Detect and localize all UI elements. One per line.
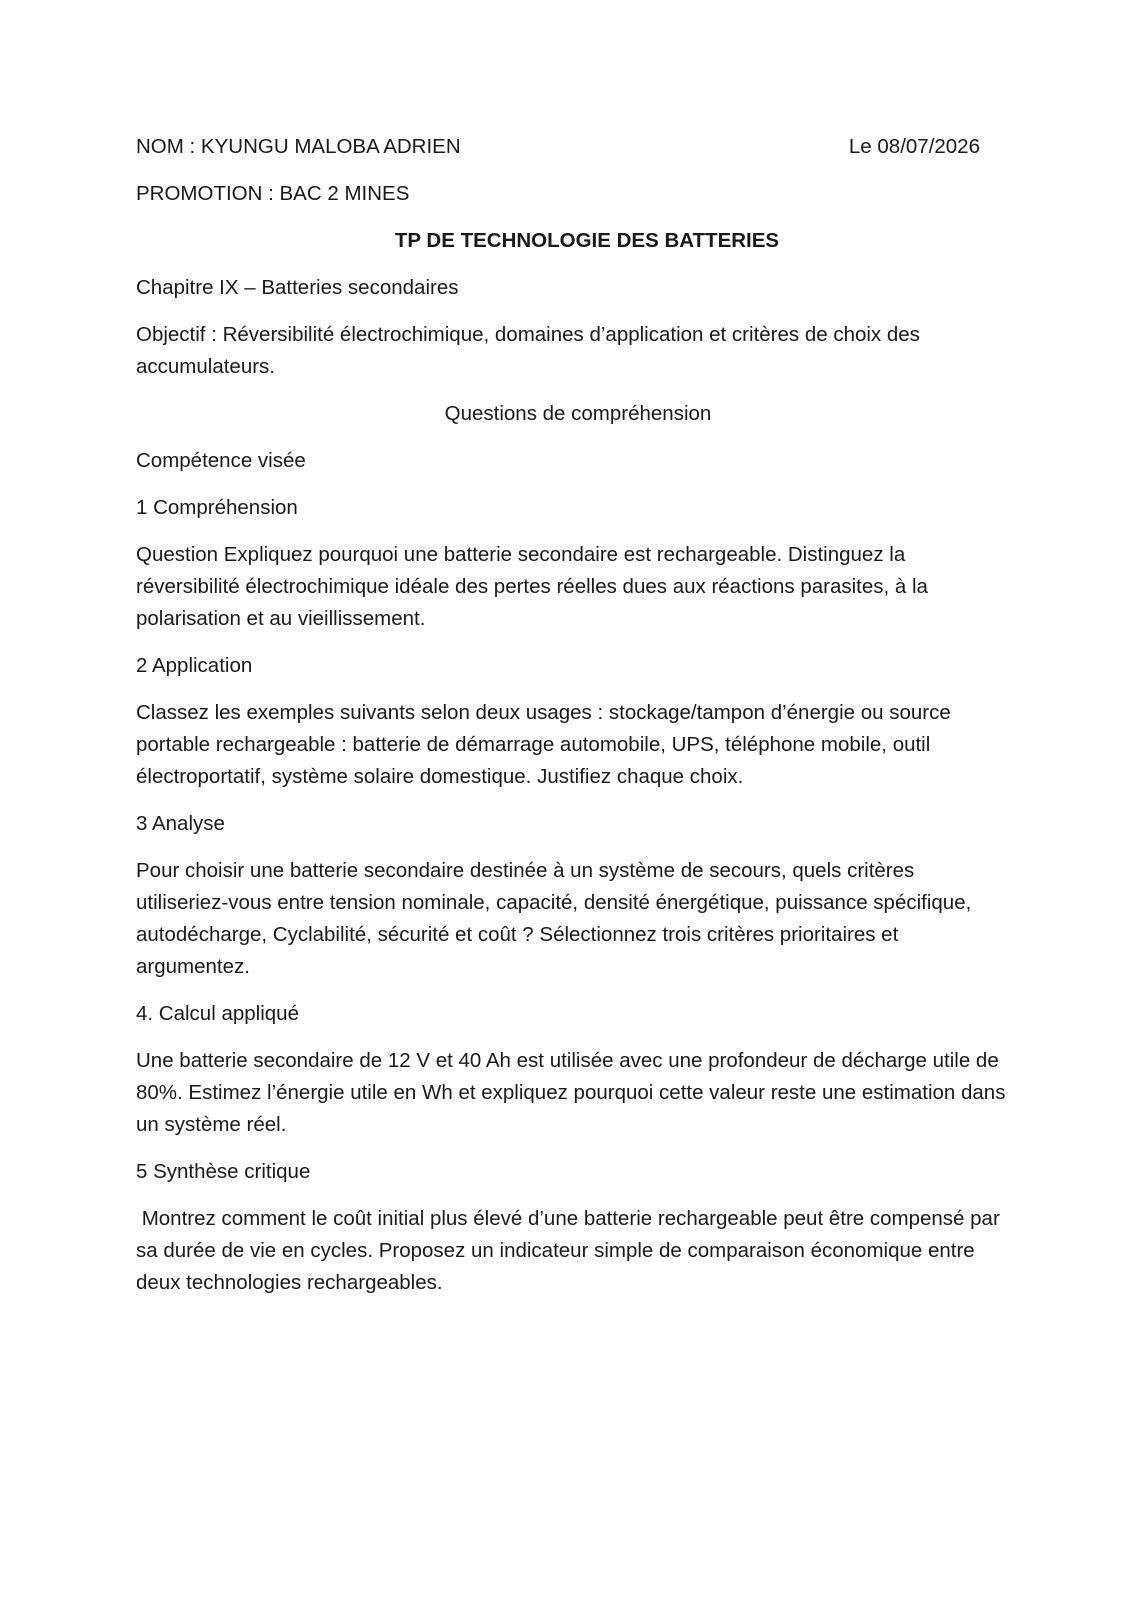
promotion: PROMOTION : BAC 2 MINES (136, 182, 410, 205)
question-text: Pour choisir une batterie secondaire destinée à un système de secours, quels critères utiliseriez-vous entre tension nominale, capacité, densité énergétique, puissance spécifique, autodécharge, Cyclabilité, sécurité et coût ? Sélectionnez trois critères prioritaires et argumentez. (136, 859, 972, 978)
question-text: Question Expliquez pourquoi une batterie secondaire est rechargeable. Distinguez la réversibilité électrochimique idéale des pertes réelles dues aux réactions parasites, à la polarisation et au vieillissement. (136, 543, 928, 630)
question-heading: 2 Application (136, 654, 253, 677)
question-heading: 5 Synthèse critique (136, 1160, 311, 1183)
question-text: Une batterie secondaire de 12 V et 40 Ah est utilisée avec une profondeur de décharge utile de 80%. Estimez l’énergie utile en Wh et expliquez pourquoi cette valeur reste une estimation dans un système réel. (136, 1049, 1006, 1136)
question-heading: 1 Compréhension (136, 496, 298, 519)
question-heading: 4. Calcul appliqué (136, 1002, 299, 1025)
question-text: Classez les exemples suivants selon deux usages : stockage/tampon d’énergie ou source portable rechargeable : batterie de démarrage automobile, UPS, téléphone mobile, outil électroportatif, système solaire domestique. Justifiez chaque choix. (136, 701, 951, 788)
objective: Objectif : Réversibilité électrochimique, domaines d’application et critères de choix des accumulateurs. (136, 323, 920, 378)
chapter: Chapitre IX – Batteries secondaires (136, 276, 459, 299)
document-date: Le 08/07/2026 (848, 135, 980, 158)
question-heading: 3 Analyse (136, 812, 225, 835)
competence: Compétence visée (136, 449, 306, 472)
student-name: NOM : KYUNGU MALOBA ADRIEN (136, 135, 461, 158)
document-title: TP DE TECHNOLOGIE DES BATTERIES (394, 229, 780, 252)
header-row (136, 131, 1008, 163)
section-title: Questions de compréhension (444, 402, 712, 425)
question-text: Montrez comment le coût initial plus élevé d’une batterie rechargeable peut être compensé par sa durée de vie en cycles. Proposez un indicateur simple de comparaison économique entre deux technologies rechargeables. (136, 1207, 1006, 1294)
document-content (136, 131, 1008, 1314)
